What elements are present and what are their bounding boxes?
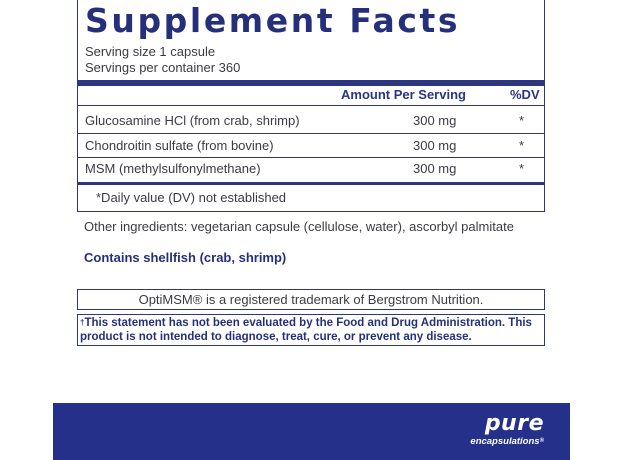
row-divider: [78, 133, 544, 134]
ingredient-amount: 300 mg: [413, 161, 457, 176]
panel-title: Supplement Facts: [85, 1, 461, 40]
brand-tagline: encapsulations: [470, 436, 540, 447]
header-divider: [78, 105, 544, 106]
brand-band: [53, 403, 570, 460]
fda-statement-text: This statement has not been evaluated by the Food and Drug Administration. This product is not intended to diagnose, treat, cure, or prevent any disease.: [80, 317, 532, 343]
header-rule: [78, 80, 544, 86]
ingredient-dv: *: [519, 113, 525, 128]
daily-value-header: %DV: [510, 87, 540, 102]
fda-disclaimer: [77, 314, 545, 346]
brand-logo: [470, 413, 544, 447]
dv-footnote: *Daily value (DV) not established: [96, 190, 287, 205]
brand-tagline-wrap: [470, 436, 544, 447]
serving-size: Serving size 1 capsule: [85, 44, 216, 59]
registered-mark: ®: [539, 438, 544, 444]
servings-per-container: Servings per container 360: [85, 60, 241, 75]
ingredient-name: MSM (methylsulfonylmethane): [85, 161, 261, 176]
ingredient-name: Glucosamine HCl (from crab, shrimp): [85, 113, 300, 128]
ingredient-dv: *: [519, 138, 525, 153]
ingredient-name: Chondroitin sulfate (from bovine): [85, 138, 274, 153]
ingredient-dv: *: [519, 161, 525, 176]
allergen-statement: Contains shellfish (crab, shrimp): [84, 250, 287, 265]
ingredient-amount: 300 mg: [413, 113, 457, 128]
supplement-facts-panel: [77, 0, 545, 212]
ingredient-amount: 300 mg: [413, 138, 457, 153]
brand-name: pure: [484, 411, 544, 436]
dagger-marker: †: [80, 318, 85, 327]
other-ingredients: Other ingredients: vegetarian capsule (cellulose, water), ascorbyl palmitate: [84, 219, 514, 234]
row-divider: [78, 157, 544, 158]
amount-per-serving-header: Amount Per Serving: [341, 87, 466, 102]
trademark-notice: OptiMSM® is a registered trademark of Bergstrom Nutrition.: [77, 289, 545, 310]
table-bottom-rule: [78, 182, 544, 185]
